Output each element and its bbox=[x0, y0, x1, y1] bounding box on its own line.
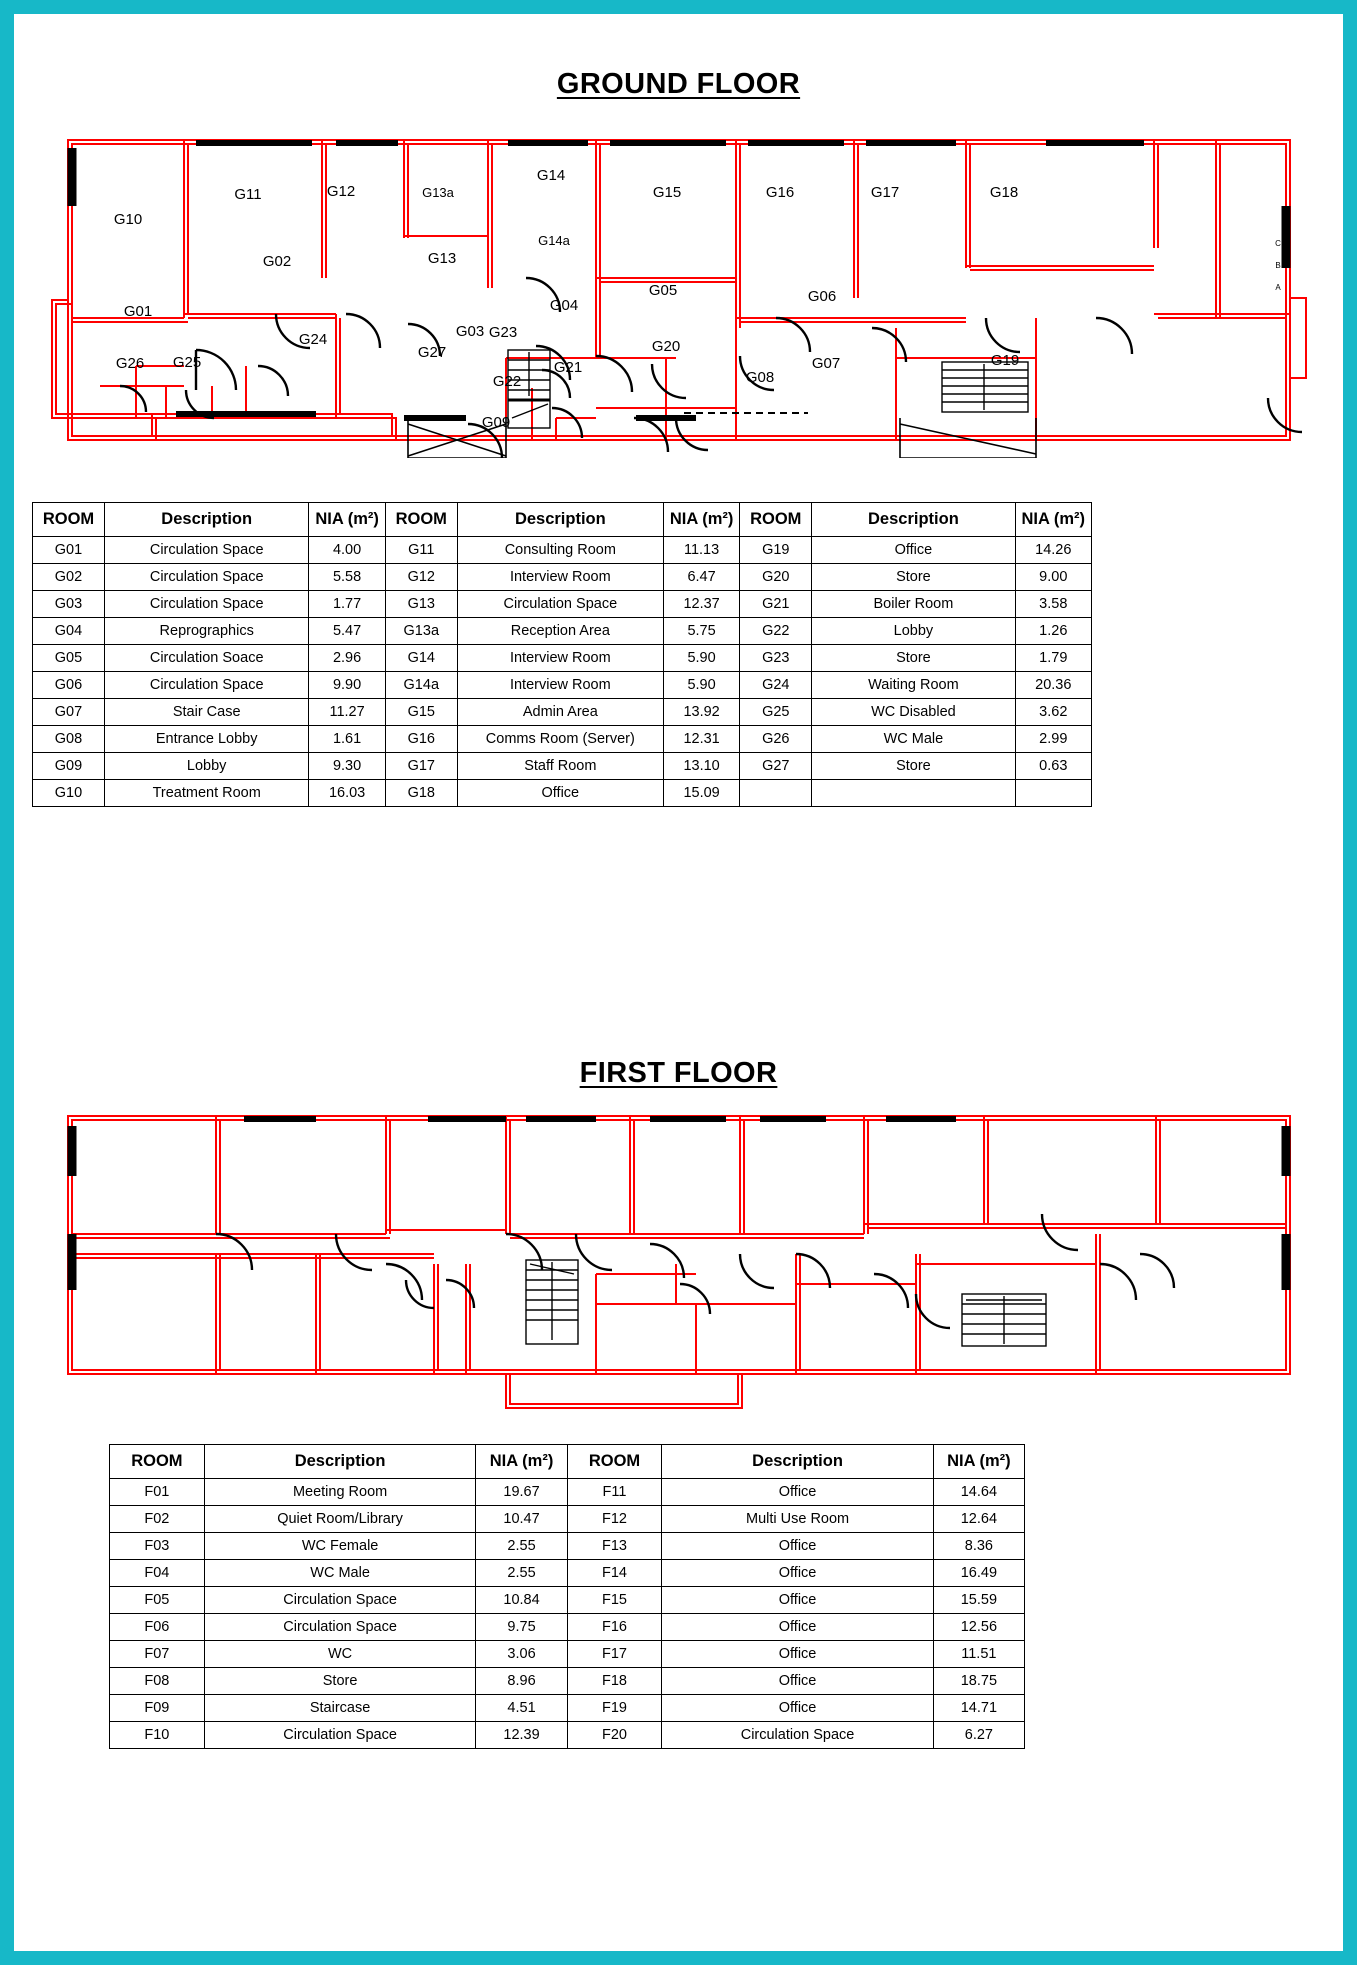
table-cell: Office bbox=[662, 1533, 933, 1560]
table-cell: G21 bbox=[740, 591, 812, 618]
first-plan-geometry bbox=[68, 1116, 1290, 1408]
room-label-g04: G04 bbox=[549, 297, 579, 314]
stair-f09 bbox=[962, 1294, 1046, 1346]
table-cell: F19 bbox=[567, 1695, 662, 1722]
table-cell: F15 bbox=[567, 1587, 662, 1614]
table-cell: G18 bbox=[385, 780, 457, 807]
ground-room-labels bbox=[114, 167, 1019, 431]
table-cell: Comms Room (Server) bbox=[457, 726, 663, 753]
table-row bbox=[33, 645, 1092, 672]
table-cell-empty bbox=[812, 780, 1015, 807]
table-cell: Staff Room bbox=[457, 753, 663, 780]
table-cell: 5.90 bbox=[663, 645, 739, 672]
table-cell: 5.90 bbox=[663, 672, 739, 699]
col-header-nia-1: NIA (m²) bbox=[309, 503, 385, 537]
table-row bbox=[33, 537, 1092, 564]
table-cell: Multi Use Room bbox=[662, 1506, 933, 1533]
table-cell: 14.71 bbox=[933, 1695, 1024, 1722]
table-cell: Office bbox=[812, 537, 1015, 564]
table-cell: 16.03 bbox=[309, 780, 385, 807]
ground-floor-title: GROUND FLOOR bbox=[556, 68, 801, 100]
col-header-room-3: ROOM bbox=[740, 503, 812, 537]
table-cell: F14 bbox=[567, 1560, 662, 1587]
table-row bbox=[110, 1587, 1025, 1614]
table-cell: 18.75 bbox=[933, 1668, 1024, 1695]
table-cell: 2.55 bbox=[476, 1533, 567, 1560]
table-cell: 3.58 bbox=[1015, 591, 1091, 618]
table-cell: 12.64 bbox=[933, 1506, 1024, 1533]
table-cell: F12 bbox=[567, 1506, 662, 1533]
table-cell: 5.47 bbox=[309, 618, 385, 645]
table-cell: 4.51 bbox=[476, 1695, 567, 1722]
room-label-g08: G08 bbox=[745, 369, 775, 386]
table-cell: G13 bbox=[385, 591, 457, 618]
table-cell: Office bbox=[457, 780, 663, 807]
edge-mark-a: A bbox=[1275, 283, 1281, 292]
stair-g07 bbox=[942, 362, 1028, 412]
col-header-room-1: ROOM bbox=[110, 1445, 205, 1479]
room-label-g27: G27 bbox=[417, 344, 447, 361]
col-header-desc-2: Description bbox=[662, 1445, 933, 1479]
door-swings bbox=[120, 278, 1302, 458]
table-cell: 2.99 bbox=[1015, 726, 1091, 753]
table-cell: Circulation Space bbox=[662, 1722, 933, 1749]
room-label-g21: G21 bbox=[553, 359, 583, 376]
table-row bbox=[110, 1479, 1025, 1506]
table-cell: Consulting Room bbox=[457, 537, 663, 564]
table-cell: 5.75 bbox=[663, 618, 739, 645]
table-cell: WC Male bbox=[204, 1560, 476, 1587]
col-header-room-2: ROOM bbox=[567, 1445, 662, 1479]
col-header-nia-3: NIA (m²) bbox=[1015, 503, 1091, 537]
room-label-g11: G11 bbox=[234, 186, 262, 203]
table-cell: F20 bbox=[567, 1722, 662, 1749]
col-header-nia-2: NIA (m²) bbox=[933, 1445, 1024, 1479]
table-cell: F05 bbox=[110, 1587, 205, 1614]
table-row bbox=[110, 1641, 1025, 1668]
table-cell: 2.96 bbox=[309, 645, 385, 672]
table-row bbox=[110, 1506, 1025, 1533]
table-cell: 6.27 bbox=[933, 1722, 1024, 1749]
table-cell: 13.10 bbox=[663, 753, 739, 780]
table-header-row bbox=[110, 1445, 1025, 1479]
col-header-desc-3: Description bbox=[812, 503, 1015, 537]
room-label-g16: G16 bbox=[765, 184, 795, 201]
table-cell: 16.49 bbox=[933, 1560, 1024, 1587]
table-cell: 6.47 bbox=[663, 564, 739, 591]
table-row bbox=[33, 726, 1092, 753]
table-cell: F10 bbox=[110, 1722, 205, 1749]
table-cell: G26 bbox=[740, 726, 812, 753]
table-row bbox=[110, 1695, 1025, 1722]
table-cell: 1.26 bbox=[1015, 618, 1091, 645]
table-cell: 11.13 bbox=[663, 537, 739, 564]
table-cell: Lobby bbox=[104, 753, 308, 780]
first-floor-title: FIRST FLOOR bbox=[579, 1057, 778, 1089]
table-cell: Circulation Space bbox=[457, 591, 663, 618]
first-table-body bbox=[110, 1479, 1025, 1749]
table-cell: G05 bbox=[33, 645, 105, 672]
table-cell: G07 bbox=[33, 699, 105, 726]
room-label-g20: G20 bbox=[651, 338, 681, 355]
table-cell: G11 bbox=[385, 537, 457, 564]
table-row bbox=[33, 780, 1092, 807]
table-cell: F08 bbox=[110, 1668, 205, 1695]
edge-mark-c: C bbox=[1275, 239, 1281, 248]
table-cell: 0.63 bbox=[1015, 753, 1091, 780]
table-cell: F13 bbox=[567, 1533, 662, 1560]
table-cell: G03 bbox=[33, 591, 105, 618]
room-label-g18: G18 bbox=[989, 184, 1019, 201]
table-row bbox=[110, 1560, 1025, 1587]
col-header-nia-2: NIA (m²) bbox=[663, 503, 739, 537]
table-cell: 4.00 bbox=[309, 537, 385, 564]
table-cell: F09 bbox=[110, 1695, 205, 1722]
stair-f05 bbox=[526, 1260, 578, 1344]
table-cell: WC Male bbox=[812, 726, 1015, 753]
table-row bbox=[110, 1722, 1025, 1749]
room-label-g14: G14 bbox=[536, 167, 566, 184]
table-cell: Circulation Space bbox=[104, 591, 308, 618]
table-row bbox=[33, 618, 1092, 645]
table-cell: Office bbox=[662, 1695, 933, 1722]
table-cell: F02 bbox=[110, 1506, 205, 1533]
table-cell: F16 bbox=[567, 1614, 662, 1641]
table-cell: Treatment Room bbox=[104, 780, 308, 807]
table-cell-empty bbox=[1015, 780, 1091, 807]
table-cell: G09 bbox=[33, 753, 105, 780]
table-cell: Circulation Space bbox=[104, 537, 308, 564]
table-cell: 3.06 bbox=[476, 1641, 567, 1668]
table-cell: 14.26 bbox=[1015, 537, 1091, 564]
first-floor-plan bbox=[36, 1104, 1346, 1414]
table-row bbox=[33, 753, 1092, 780]
ground-edge-marks bbox=[1275, 239, 1281, 292]
ground-floor-plan bbox=[36, 118, 1346, 458]
room-label-g06: G06 bbox=[807, 288, 837, 305]
table-row bbox=[110, 1614, 1025, 1641]
room-label-g12: G12 bbox=[326, 183, 356, 200]
table-row bbox=[33, 591, 1092, 618]
room-label-g01: G01 bbox=[123, 303, 153, 320]
table-cell: Boiler Room bbox=[812, 591, 1015, 618]
table-cell: Interview Room bbox=[457, 564, 663, 591]
table-cell: 14.64 bbox=[933, 1479, 1024, 1506]
table-cell: F07 bbox=[110, 1641, 205, 1668]
page-content bbox=[14, 14, 1343, 1951]
edge-mark-b: B bbox=[1275, 261, 1281, 270]
col-header-room-1: ROOM bbox=[33, 503, 105, 537]
table-cell: WC bbox=[204, 1641, 476, 1668]
table-cell: Circulation Space bbox=[104, 564, 308, 591]
first-floor-nia-table bbox=[109, 1444, 1025, 1749]
table-cell: WC Disabled bbox=[812, 699, 1015, 726]
table-cell: Circulation Space bbox=[204, 1614, 476, 1641]
table-cell: Office bbox=[662, 1668, 933, 1695]
table-cell: G04 bbox=[33, 618, 105, 645]
table-cell: 12.37 bbox=[663, 591, 739, 618]
table-cell: 12.39 bbox=[476, 1722, 567, 1749]
table-cell: 5.58 bbox=[309, 564, 385, 591]
table-cell: G25 bbox=[740, 699, 812, 726]
table-cell: 15.59 bbox=[933, 1587, 1024, 1614]
table-cell: 12.31 bbox=[663, 726, 739, 753]
table-cell: 1.77 bbox=[309, 591, 385, 618]
table-cell: G14a bbox=[385, 672, 457, 699]
table-cell: Interview Room bbox=[457, 645, 663, 672]
table-cell: Circulation Space bbox=[204, 1587, 476, 1614]
table-cell: 1.79 bbox=[1015, 645, 1091, 672]
table-cell: F01 bbox=[110, 1479, 205, 1506]
table-cell: G06 bbox=[33, 672, 105, 699]
table-cell: 8.36 bbox=[933, 1533, 1024, 1560]
table-cell: G20 bbox=[740, 564, 812, 591]
table-cell: F17 bbox=[567, 1641, 662, 1668]
table-cell: F18 bbox=[567, 1668, 662, 1695]
ground-table-body bbox=[33, 537, 1092, 807]
table-cell: G13a bbox=[385, 618, 457, 645]
table-cell: 9.90 bbox=[309, 672, 385, 699]
table-cell: Waiting Room bbox=[812, 672, 1015, 699]
table-cell: F06 bbox=[110, 1614, 205, 1641]
table-row bbox=[110, 1533, 1025, 1560]
table-cell: 15.09 bbox=[663, 780, 739, 807]
table-cell: Admin Area bbox=[457, 699, 663, 726]
room-label-g25: G25 bbox=[172, 354, 202, 371]
table-cell: F03 bbox=[110, 1533, 205, 1560]
table-cell: G02 bbox=[33, 564, 105, 591]
room-label-g02: G02 bbox=[262, 253, 292, 270]
table-cell: 9.30 bbox=[309, 753, 385, 780]
room-label-g15: G15 bbox=[652, 184, 682, 201]
col-header-room-2: ROOM bbox=[385, 503, 457, 537]
table-cell: Lobby bbox=[812, 618, 1015, 645]
ground-floor-nia-table bbox=[32, 502, 1092, 807]
table-cell: 11.51 bbox=[933, 1641, 1024, 1668]
table-cell: F11 bbox=[567, 1479, 662, 1506]
room-label-g13: G13 bbox=[427, 250, 457, 267]
table-cell: Office bbox=[662, 1614, 933, 1641]
table-cell: 10.84 bbox=[476, 1587, 567, 1614]
table-cell: Reprographics bbox=[104, 618, 308, 645]
table-cell: G24 bbox=[740, 672, 812, 699]
table-cell: 3.62 bbox=[1015, 699, 1091, 726]
table-cell: 8.96 bbox=[476, 1668, 567, 1695]
room-label-g23: G23 bbox=[488, 324, 518, 341]
table-cell: G16 bbox=[385, 726, 457, 753]
table-cell: G08 bbox=[33, 726, 105, 753]
room-label-g09: G09 bbox=[481, 414, 511, 431]
table-cell: 2.55 bbox=[476, 1560, 567, 1587]
col-header-desc-2: Description bbox=[457, 503, 663, 537]
table-cell: WC Female bbox=[204, 1533, 476, 1560]
table-cell: G23 bbox=[740, 645, 812, 672]
table-cell: Entrance Lobby bbox=[104, 726, 308, 753]
table-cell: Circulation Space bbox=[204, 1722, 476, 1749]
table-row bbox=[110, 1668, 1025, 1695]
table-cell: Circulation Space bbox=[104, 672, 308, 699]
table-row bbox=[33, 672, 1092, 699]
table-header-row bbox=[33, 503, 1092, 537]
table-cell: 20.36 bbox=[1015, 672, 1091, 699]
table-cell: G10 bbox=[33, 780, 105, 807]
table-cell: Meeting Room bbox=[204, 1479, 476, 1506]
table-cell: Staircase bbox=[204, 1695, 476, 1722]
table-cell: 10.47 bbox=[476, 1506, 567, 1533]
room-label-g05: G05 bbox=[648, 282, 678, 299]
table-cell: Office bbox=[662, 1560, 933, 1587]
table-cell: Interview Room bbox=[457, 672, 663, 699]
table-cell: G22 bbox=[740, 618, 812, 645]
ground-table-head bbox=[33, 503, 1092, 537]
room-label-g19: G19 bbox=[990, 352, 1020, 369]
table-cell: 12.56 bbox=[933, 1614, 1024, 1641]
room-label-g26: G26 bbox=[115, 355, 145, 372]
room-label-g13a: G13a bbox=[422, 185, 454, 200]
room-label-g24: G24 bbox=[298, 331, 328, 348]
first-table-head bbox=[110, 1445, 1025, 1479]
table-cell: G19 bbox=[740, 537, 812, 564]
table-cell: 13.92 bbox=[663, 699, 739, 726]
col-header-desc-1: Description bbox=[204, 1445, 476, 1479]
table-cell: 9.75 bbox=[476, 1614, 567, 1641]
table-cell: Store bbox=[812, 564, 1015, 591]
table-row bbox=[33, 564, 1092, 591]
table-cell: Store bbox=[204, 1668, 476, 1695]
table-cell: Circulation Soace bbox=[104, 645, 308, 672]
table-cell: G15 bbox=[385, 699, 457, 726]
col-header-nia-1: NIA (m²) bbox=[476, 1445, 567, 1479]
room-label-g14a: G14a bbox=[538, 233, 570, 248]
table-cell: 9.00 bbox=[1015, 564, 1091, 591]
table-cell: G17 bbox=[385, 753, 457, 780]
col-header-desc-1: Description bbox=[104, 503, 308, 537]
table-cell: G14 bbox=[385, 645, 457, 672]
table-cell: Office bbox=[662, 1587, 933, 1614]
table-cell: 11.27 bbox=[309, 699, 385, 726]
table-row bbox=[33, 699, 1092, 726]
table-cell: 19.67 bbox=[476, 1479, 567, 1506]
table-cell: G12 bbox=[385, 564, 457, 591]
table-cell: Office bbox=[662, 1479, 933, 1506]
room-label-g22: G22 bbox=[492, 373, 522, 390]
table-cell: Stair Case bbox=[104, 699, 308, 726]
table-cell-empty bbox=[740, 780, 812, 807]
room-label-g10: G10 bbox=[113, 211, 143, 228]
table-cell: Office bbox=[662, 1641, 933, 1668]
table-cell: G01 bbox=[33, 537, 105, 564]
room-label-g03: G03 bbox=[455, 323, 485, 340]
table-cell: Quiet Room/Library bbox=[204, 1506, 476, 1533]
table-cell: F04 bbox=[110, 1560, 205, 1587]
table-cell: Store bbox=[812, 645, 1015, 672]
table-cell: Store bbox=[812, 753, 1015, 780]
table-cell: 1.61 bbox=[309, 726, 385, 753]
room-label-g07: G07 bbox=[811, 355, 841, 372]
table-cell: Reception Area bbox=[457, 618, 663, 645]
table-cell: G27 bbox=[740, 753, 812, 780]
room-label-g17: G17 bbox=[870, 184, 900, 201]
